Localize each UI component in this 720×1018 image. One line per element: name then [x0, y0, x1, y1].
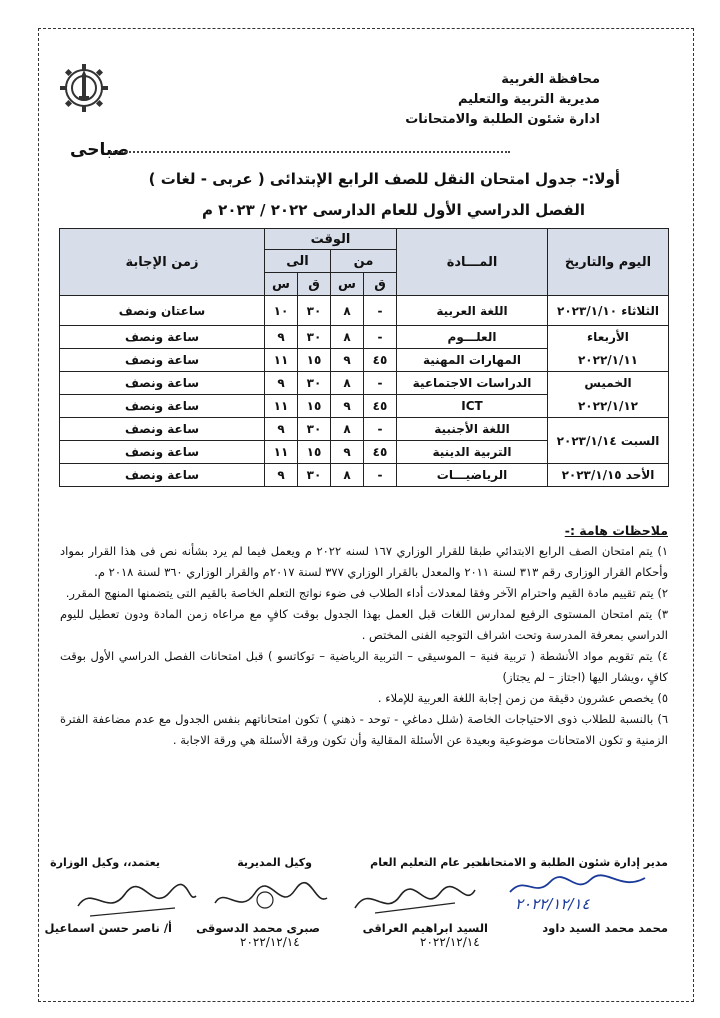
to-q-cell: ١٥ — [298, 395, 331, 418]
table-row — [60, 395, 669, 418]
signatory-role: يعتمد،، وكيل الوزارة — [50, 856, 160, 869]
to-s-cell: ٩ — [265, 418, 298, 441]
from-q-cell: - — [364, 326, 397, 349]
col-header-subject: المـــادة — [397, 229, 548, 296]
to-s-cell: ٩ — [265, 372, 298, 395]
day-cell: ٢٠٢٢/١/١٢ — [548, 395, 669, 418]
from-q-cell: - — [364, 296, 397, 326]
handwritten-date: ٢٠٢٢/١٢/١٤ — [515, 895, 590, 913]
table-row — [60, 418, 669, 441]
from-s-cell: ٩ — [331, 395, 364, 418]
to-q-cell: ٣٠ — [298, 464, 331, 487]
from-s-cell: ٨ — [331, 418, 364, 441]
signatory-role: مدير إدارة شئون الطلبة و الامتحانات — [471, 856, 668, 869]
signature-scrawl-icon — [345, 878, 485, 923]
handwritten-date: ٢٠٢٢/١٢/١٤ — [420, 935, 480, 949]
col-header-time: الوقت — [265, 229, 397, 250]
from-s-cell: ٩ — [331, 349, 364, 372]
from-q-cell: - — [364, 418, 397, 441]
duration-cell: ساعة ونصف — [60, 418, 265, 441]
col-header-day: اليوم والتاريخ — [548, 229, 669, 296]
from-q-cell: ٤٥ — [364, 349, 397, 372]
table-row — [60, 296, 669, 326]
from-s-cell: ٨ — [331, 372, 364, 395]
col-header-from-q: ق — [364, 273, 397, 296]
duration-cell: ساعة ونصف — [60, 395, 265, 418]
subject-cell: الرياضيـــات — [397, 464, 548, 487]
from-q-cell: ٤٥ — [364, 395, 397, 418]
subject-cell: العلـــوم — [397, 326, 548, 349]
duration-cell: ساعتان ونصف — [60, 296, 265, 326]
subject-cell: ICT — [397, 395, 548, 418]
duration-cell: ساعة ونصف — [60, 464, 265, 487]
signatory-name: السيد ابراهيم العراقى — [362, 921, 488, 935]
table-row — [60, 349, 669, 372]
from-s-cell: ٨ — [331, 464, 364, 487]
col-header-to-q: ق — [298, 273, 331, 296]
day-cell: الخميس — [548, 372, 669, 395]
to-q-cell: ٣٠ — [298, 372, 331, 395]
signature-scrawl-icon — [70, 878, 200, 923]
signatory-role: مدير عام التعليم العام — [370, 856, 488, 869]
handwritten-date: ٢٠٢٢/١٢/١٤ — [240, 935, 300, 949]
exam-schedule-table — [59, 228, 669, 487]
to-s-cell: ١١ — [265, 395, 298, 418]
note-item: ٦) بالنسبة للطلاب ذوى الاحتياجات الخاصة (شلل دماغي - توحد - ذهني ) تكون امتحاناتهم بنفس الجدول مع عدم مضاعفة الفترة الزمنية و تكون الامتحانات موضوعية وبعيدة عن الأسئلة المقالية وأن تكون ورقة الأسئلة هي ورقة الاجابة . — [60, 712, 668, 747]
from-s-cell: ٨ — [331, 296, 364, 326]
note-item: ٢) يتم تقييم مادة القيم واحترام الآخر وفقا لمعدلات أداء الطلاب فى ضوء نواتج التعلم الخاصة بالقيم التى يتضمنها المنهج المقرر. — [65, 586, 668, 600]
duration-cell: ساعة ونصف — [60, 349, 265, 372]
col-header-to-s: س — [265, 273, 298, 296]
to-s-cell: ١١ — [265, 349, 298, 372]
note-item: ١) يتم امتحان الصف الرابع الابتدائي طبقا للقرار الوزاري ١٦٧ لسنه ٢٠٢٢ م ويعمل فيما لم يرد بشأنه نص فى هذا القرار بمواد وأحكام القرار الوزارى رقم ٣١٣ لسنة ٢٠١١ والمعدل بالقرار الوزاري ٣٧٧ لسنة ٢٠١٧م والقرار الوزاري ٣٦٠ لسنة ٢٠١٨ م. — [60, 544, 668, 579]
to-s-cell: ٩ — [265, 326, 298, 349]
signature-scrawl-icon — [205, 878, 335, 923]
to-s-cell: ٩ — [265, 464, 298, 487]
from-q-cell: ٤٥ — [364, 441, 397, 464]
day-cell: ٢٠٢٢/١/١١ — [548, 349, 669, 372]
col-header-duration: زمن الإجابة — [60, 229, 265, 296]
to-q-cell: ٣٠ — [298, 296, 331, 326]
duration-cell: ساعة ونصف — [60, 326, 265, 349]
header-divider — [110, 149, 510, 153]
col-header-to: الى — [265, 250, 331, 273]
subject-cell: اللغة العربية — [397, 296, 548, 326]
duration-cell: ساعة ونصف — [60, 441, 265, 464]
day-cell: الثلاثاء ٢٠٢٣/١/١٠ — [548, 296, 669, 326]
from-q-cell: - — [364, 372, 397, 395]
to-s-cell: ١١ — [265, 441, 298, 464]
note-item: ٣) يتم امتحان المستوى الرفيع لمدارس اللغات قبل العمل بهذا الجدول بوقت كافٍ مع مراعاه زمن المادة ودون تعطيل لليوم الدراسي بمعرفة المدرسة وتحت اشراف التوجيه الفنى المختص . — [60, 607, 668, 642]
col-header-from: من — [331, 250, 397, 273]
table-row — [60, 464, 669, 487]
from-s-cell: ٩ — [331, 441, 364, 464]
signatory-name: أ/ ناصر حسن اسماعيل — [44, 921, 172, 935]
signatory-name: صبرى محمد الدسوقى — [196, 921, 320, 935]
exam-subtitle: الفصل الدراسي الأول للعام الدارسى ٢٠٢٢ / ٢٠٢٣ م — [201, 201, 585, 219]
subject-cell: التربية الدينية — [397, 441, 548, 464]
to-q-cell: ٣٠ — [298, 326, 331, 349]
notes-section — [60, 520, 668, 751]
to-q-cell: ١٥ — [298, 441, 331, 464]
directorate-label: مديرية التربية والتعليم — [457, 92, 600, 107]
from-q-cell: - — [364, 464, 397, 487]
gear-minaret-logo-icon — [58, 62, 110, 114]
table-row — [60, 326, 669, 349]
col-header-from-s: س — [331, 273, 364, 296]
day-cell: السبت ٢٠٢٣/١/١٤ — [548, 418, 669, 464]
duration-cell: ساعة ونصف — [60, 372, 265, 395]
notes-heading: ملاحظات هامة :- — [564, 523, 668, 538]
from-s-cell: ٨ — [331, 326, 364, 349]
day-cell: الأحد ٢٠٢٣/١/١٥ — [548, 464, 669, 487]
exam-title: أولا:- جدول امتحان النقل للصف الرابع الإبتدائى ( عربى - لغات ) — [148, 170, 620, 188]
note-item: ٤) يتم تقويم مواد الأنشطة ( تربية فنية – الموسيقى – التربية الرياضية – توكاتسو ) قبل امتحانات الفصل الدراسي الأول بوقت كافٍ ،ويشار اليها (اجتاز – لم يجتاز) — [60, 649, 668, 684]
subject-cell: المهارات المهنية — [397, 349, 548, 372]
shift-label: صباحى — [70, 140, 130, 160]
to-q-cell: ١٥ — [298, 349, 331, 372]
day-cell: الأربعاء — [548, 326, 669, 349]
signatory-name: محمد محمد السيد داود — [542, 921, 668, 935]
department-label: ادارة شئون الطلبة والامتحانات — [405, 112, 600, 127]
to-q-cell: ٣٠ — [298, 418, 331, 441]
table-row — [60, 372, 669, 395]
note-item: ٥) يخصص عشرون دقيقة من زمن إجابة اللغة العربية للإملاء . — [377, 691, 668, 705]
signatory-role: وكيل المديرية — [237, 856, 312, 869]
subject-cell: الدراسات الاجتماعية — [397, 372, 548, 395]
governorate-label: محافظة الغربية — [501, 72, 600, 87]
subject-cell: اللغة الأجنبية — [397, 418, 548, 441]
to-s-cell: ١٠ — [265, 296, 298, 326]
